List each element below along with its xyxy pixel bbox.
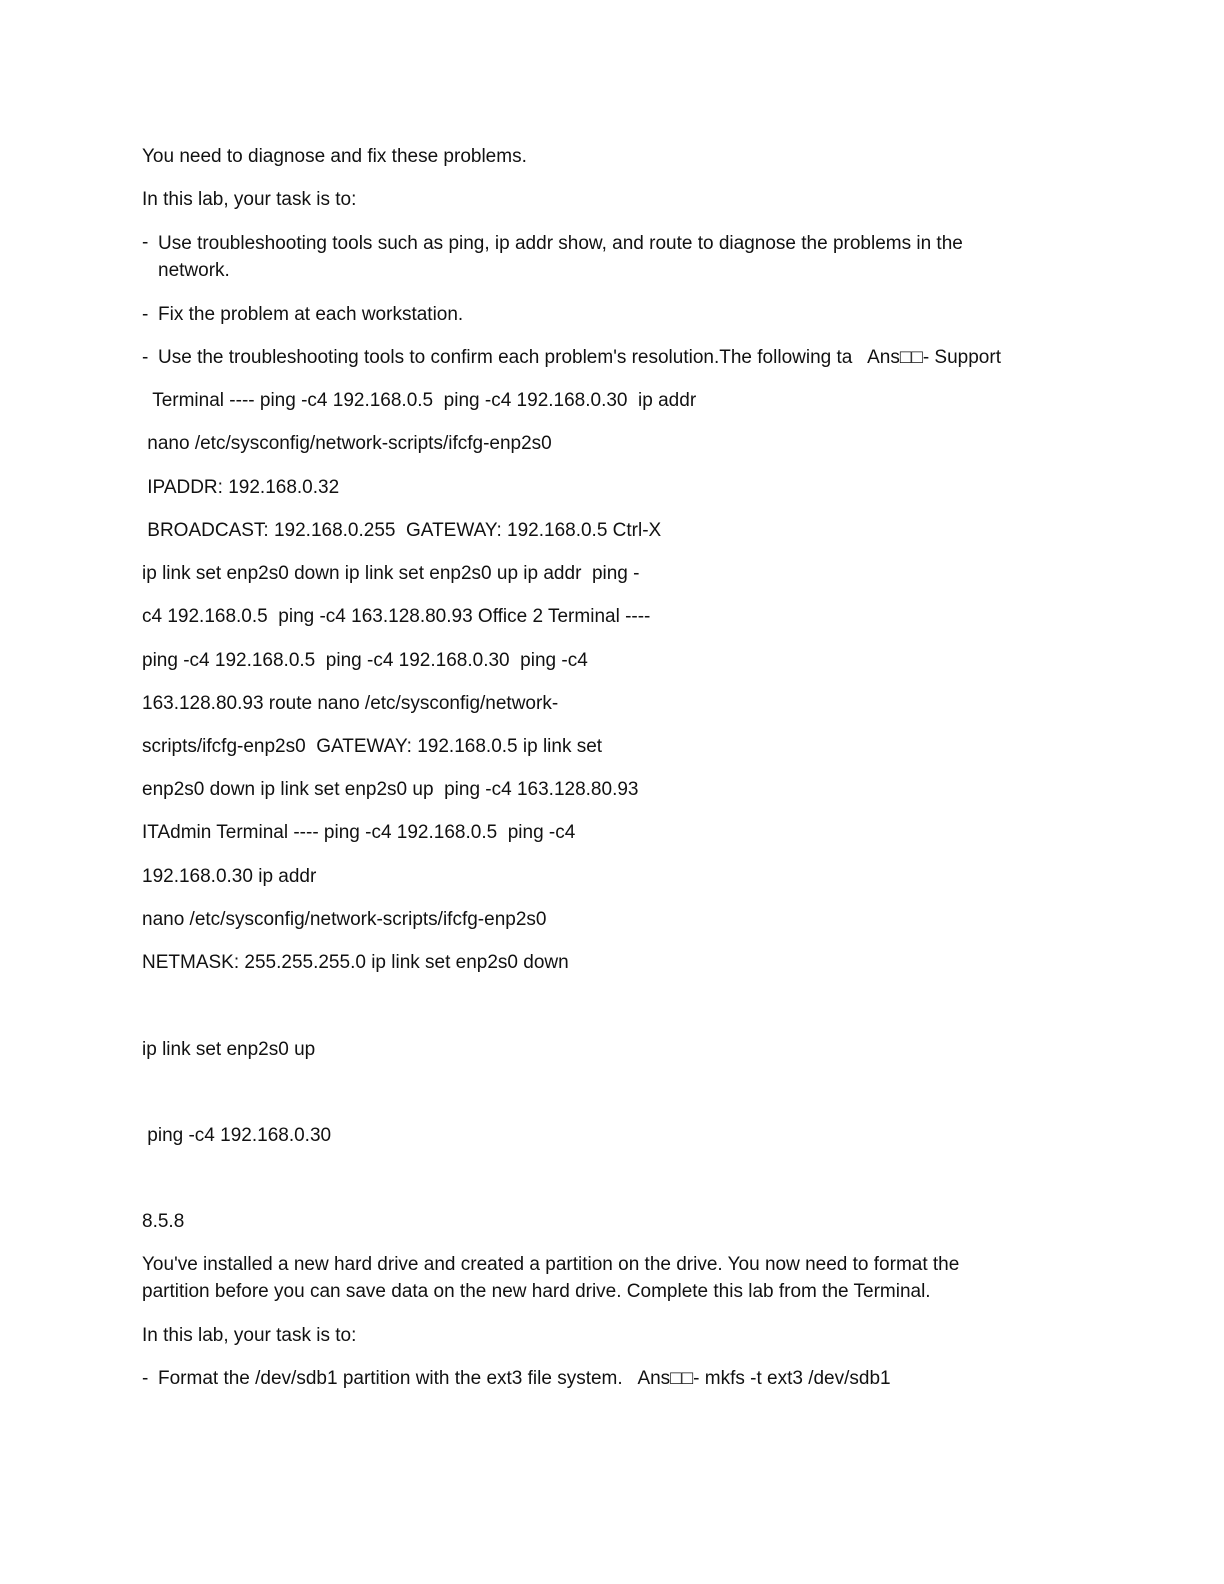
answer-line: scripts/ifcfg-enp2s0 GATEWAY: 192.168.0.5 ip link set	[142, 736, 603, 757]
bullet-marker: -	[142, 232, 149, 253]
bullet-item: Use the troubleshooting tools to confirm each problem's resolution.The following ta Ans□□- Support	[158, 347, 1001, 368]
answer-line: ip link set enp2s0 down ip link set enp2s0 up ip addr ping -	[142, 563, 640, 584]
bullet-marker: -	[142, 1368, 149, 1389]
task-intro: In this lab, your task is to:	[142, 1325, 357, 1346]
answer-line: BROADCAST: 192.168.0.255 GATEWAY: 192.168.0.5 Ctrl-X	[142, 520, 662, 541]
bullet-item: Format the /dev/sdb1 partition with the ext3 file system. Ans□□- mkfs -t ext3 /dev/sdb1	[158, 1368, 891, 1389]
section-number: 8.5.8	[142, 1211, 185, 1232]
bullet-item: Fix the problem at each workstation.	[158, 304, 464, 325]
answer-line: c4 192.168.0.5 ping -c4 163.128.80.93 Office 2 Terminal ----	[142, 606, 651, 627]
answer-line: nano /etc/sysconfig/network-scripts/ifcfg-enp2s0	[142, 433, 552, 454]
link-up-line: ip link set enp2s0 up	[142, 1039, 316, 1060]
bullet-marker: -	[142, 304, 149, 325]
answer-line: Terminal ---- ping -c4 192.168.0.5 ping -c4 192.168.0.30 ip addr	[142, 390, 697, 411]
bullet-item: Use troubleshooting tools such as ping, ip addr show, and route to diagnose the problems in the network.	[158, 233, 963, 281]
answer-line: ITAdmin Terminal ---- ping -c4 192.168.0.5 ping -c4	[142, 822, 576, 843]
answer-line: ping -c4 192.168.0.5 ping -c4 192.168.0.30 ping -c4	[142, 650, 588, 671]
ping-line: ping -c4 192.168.0.30	[142, 1125, 332, 1146]
answer-line: enp2s0 down ip link set enp2s0 up ping -c4 163.128.80.93	[142, 779, 639, 800]
section-paragraph: You've installed a new hard drive and created a partition on the drive. You now need to format the partition before you can save data on the new hard drive. Complete this lab from the Terminal.	[142, 1254, 960, 1302]
task-intro: In this lab, your task is to:	[142, 189, 357, 210]
answer-line: 192.168.0.30 ip addr	[142, 866, 317, 887]
intro-line: You need to diagnose and fix these problems.	[142, 146, 527, 167]
answer-line: NETMASK: 255.255.255.0 ip link set enp2s0 down	[142, 952, 569, 973]
answer-line: nano /etc/sysconfig/network-scripts/ifcfg-enp2s0	[142, 909, 547, 930]
answer-line: 163.128.80.93 route nano /etc/sysconfig/network-	[142, 693, 559, 714]
answer-line: IPADDR: 192.168.0.32	[142, 477, 340, 498]
bullet-marker: -	[142, 347, 149, 368]
